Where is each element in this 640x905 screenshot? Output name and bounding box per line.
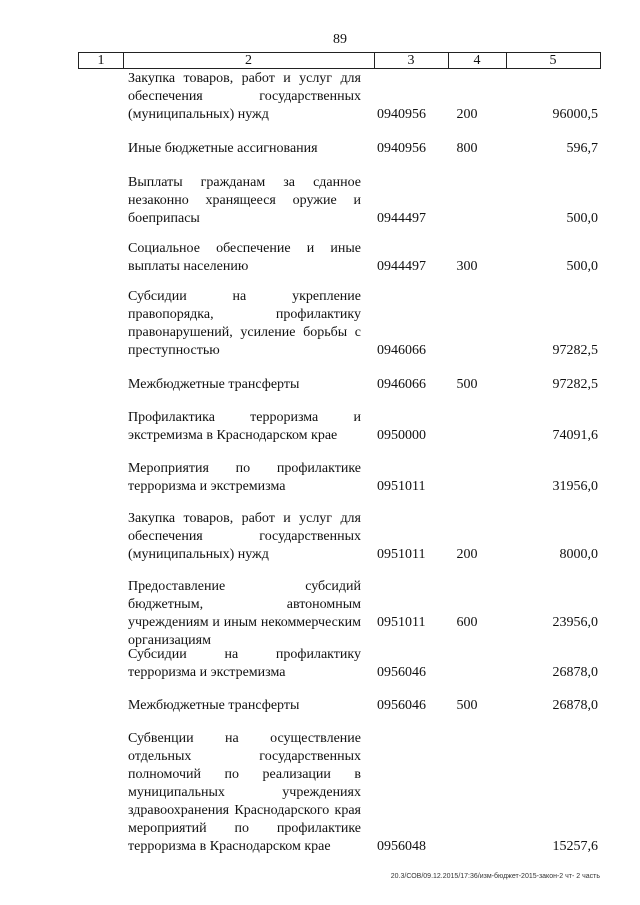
header-col-4: 4 xyxy=(448,53,507,68)
row-amount: 96000,5 xyxy=(552,107,598,122)
table-row xyxy=(0,460,640,496)
row-amount: 97282,5 xyxy=(552,343,598,358)
table-row xyxy=(0,646,640,682)
row-code: 0944497 xyxy=(377,211,426,226)
row-code: 0951011 xyxy=(377,479,426,494)
row-code: 0944497 xyxy=(377,259,426,274)
header-col-5: 5 xyxy=(549,53,557,68)
row-code: 0956048 xyxy=(377,839,426,854)
row-name: Межбюджетные трансферты xyxy=(128,377,300,392)
row-name: Закупка товаров, работ и услуг для обеспечения государственных (муниципальных) нужд xyxy=(128,71,361,122)
row-name: Предоставление субсидий бюджетным, автономным учреждениям и иным некоммерческим организациям xyxy=(128,579,361,648)
row-amount: 23956,0 xyxy=(552,615,598,630)
row-name: Закупка товаров, работ и услуг для обеспечения государственных (муниципальных) нужд xyxy=(128,511,361,562)
row-amount: 500,0 xyxy=(566,211,598,226)
row-name: Субвенции на осуществление отдельных государственных полномочий по реализации в муниципальных учреждениях здравоохранения Краснодарского края мероприятий по профилактике терроризма в Краснодарском крае xyxy=(128,731,361,854)
row-amount: 8000,0 xyxy=(559,547,598,562)
row-type: 300 xyxy=(456,259,478,274)
row-name: Иные бюджетные ассигнования xyxy=(128,141,318,156)
row-name: Выплаты гражданам за сданное незаконно хранящееся оружие и боеприпасы xyxy=(128,175,361,226)
table-row xyxy=(0,376,640,394)
table-row xyxy=(0,730,640,856)
table-header xyxy=(78,52,601,69)
table-row xyxy=(0,70,640,124)
table-row xyxy=(0,240,640,276)
row-code: 0951011 xyxy=(377,615,426,630)
row-code: 0956046 xyxy=(377,665,426,680)
row-code: 0950000 xyxy=(377,428,426,443)
row-amount: 26878,0 xyxy=(552,698,598,713)
row-name: Субсидии на профилактику терроризма и экстремизма xyxy=(128,647,361,680)
row-name: Субсидии на укрепление правопорядка, профилактику правонарушений, усиление борьбы с преступностью xyxy=(128,289,361,358)
header-col-1: 1 xyxy=(79,53,124,68)
row-amount: 500,0 xyxy=(566,259,598,274)
table-row xyxy=(0,578,640,648)
page-number: 89 xyxy=(333,32,347,47)
table-row xyxy=(0,697,640,715)
row-type: 600 xyxy=(456,615,478,630)
row-amount: 31956,0 xyxy=(552,479,598,494)
row-amount: 74091,6 xyxy=(552,428,598,443)
row-type: 500 xyxy=(456,698,478,713)
header-col-2: 2 xyxy=(123,53,375,68)
row-amount: 15257,6 xyxy=(552,839,598,854)
table-row xyxy=(0,409,640,445)
table-row xyxy=(0,288,640,360)
row-name: Социальное обеспечение и иные выплаты населению xyxy=(128,241,361,274)
row-amount: 97282,5 xyxy=(552,377,598,392)
row-code: 0946066 xyxy=(377,377,426,392)
row-code: 0946066 xyxy=(377,343,426,358)
table-row xyxy=(0,174,640,228)
row-type: 200 xyxy=(456,547,478,562)
row-name: Профилактика терроризма и экстремизма в Краснодарском крае xyxy=(128,410,361,443)
row-code: 0956046 xyxy=(377,698,426,713)
row-code: 0951011 xyxy=(377,547,426,562)
row-code: 0940956 xyxy=(377,107,426,122)
row-name: Межбюджетные трансферты xyxy=(128,698,300,713)
row-type: 500 xyxy=(456,377,478,392)
header-col-3: 3 xyxy=(374,53,449,68)
row-amount: 596,7 xyxy=(566,141,598,156)
table-row xyxy=(0,510,640,564)
footer-stamp: 20.3/СОВ/09.12.2015/17:36/изм-бюджет-2015-закон-2 чт- 2 часть xyxy=(390,873,600,880)
row-name: Мероприятия по профилактике терроризма и экстремизма xyxy=(128,461,361,494)
row-type: 800 xyxy=(456,141,478,156)
row-amount: 26878,0 xyxy=(552,665,598,680)
row-code: 0940956 xyxy=(377,141,426,156)
table-row xyxy=(0,140,640,158)
row-type: 200 xyxy=(456,107,478,122)
